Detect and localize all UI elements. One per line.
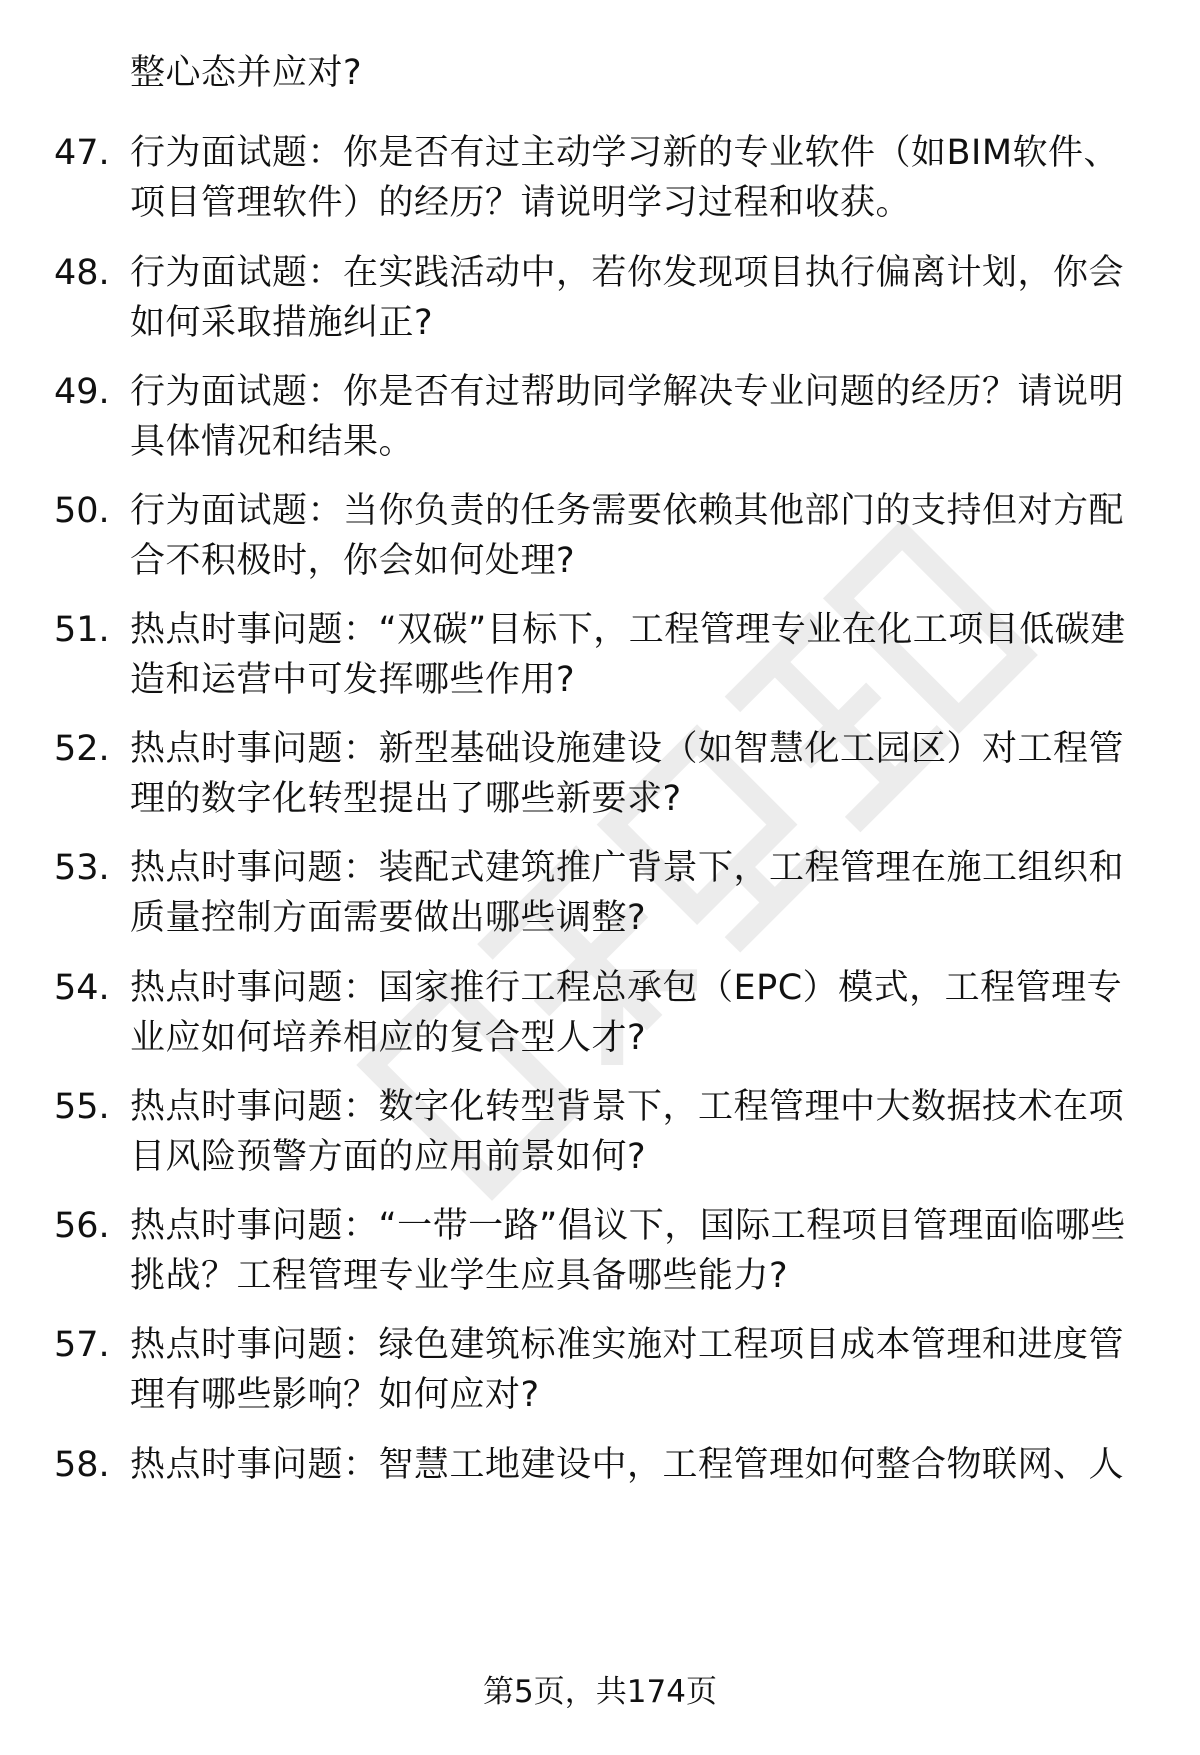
question-text: 热点时事问题：国家推行工程总承包（EPC）模式，工程管理专业应如何培养相应的复合型人才?: [130, 968, 1123, 1058]
question-text: 行为面试题：你是否有过主动学习新的专业软件（如BIM软件、项目管理软件）的经历？请说明学习过程和收获。: [130, 133, 1120, 223]
question-text: 行为面试题：在实践活动中，若你发现项目执行偏离计划，你会如何采取措施纠正?: [130, 253, 1125, 343]
question-text: 热点时事问题：智慧工地建设中，工程管理如何整合物联网、人: [130, 1445, 1125, 1485]
question-number: 54.: [54, 968, 110, 1008]
question-number: 52.: [54, 729, 110, 769]
page-footer: 第5页，共174页: [483, 1674, 717, 1710]
question-number: 48.: [54, 253, 110, 293]
question-text: 热点时事问题：“一带一路”倡议下，国际工程项目管理面临哪些挑战？工程管理专业学生应具备哪些能力?: [130, 1206, 1126, 1296]
continued-text: 整心态并应对?: [130, 53, 363, 93]
question-text: 热点时事问题：新型基础设施建设（如智慧化工园区）对工程管理的数字化转型提出了哪些新要求?: [130, 729, 1125, 819]
question-number: 51.: [54, 610, 110, 650]
question-number: 57.: [54, 1325, 110, 1365]
question-number: 58.: [54, 1445, 110, 1485]
question-text: 行为面试题：你是否有过帮助同学解决专业问题的经历？请说明具体情况和结果。: [130, 372, 1125, 462]
question-text: 热点时事问题：绿色建筑标准实施对工程项目成本管理和进度管理有哪些影响？如何应对?: [130, 1325, 1125, 1415]
question-number: 53.: [54, 848, 110, 888]
question-number: 56.: [54, 1206, 110, 1246]
question-text: 热点时事问题：装配式建筑推广背景下，工程管理在施工组织和质量控制方面需要做出哪些调整?: [130, 848, 1125, 938]
question-number: 49.: [54, 372, 110, 412]
question-text: 热点时事问题：“双碳”目标下，工程管理专业在化工项目低碳建造和运营中可发挥哪些作用?: [130, 610, 1126, 700]
question-number: 50.: [54, 491, 110, 531]
question-number: 47.: [54, 133, 110, 173]
question-text: 行为面试题：当你负责的任务需要依赖其他部门的支持但对方配合不积极时，你会如何处理?: [130, 491, 1125, 581]
question-text: 热点时事问题：数字化转型背景下，工程管理中大数据技术在项目风险预警方面的应用前景如何?: [130, 1087, 1125, 1177]
question-number: 55.: [54, 1087, 110, 1127]
